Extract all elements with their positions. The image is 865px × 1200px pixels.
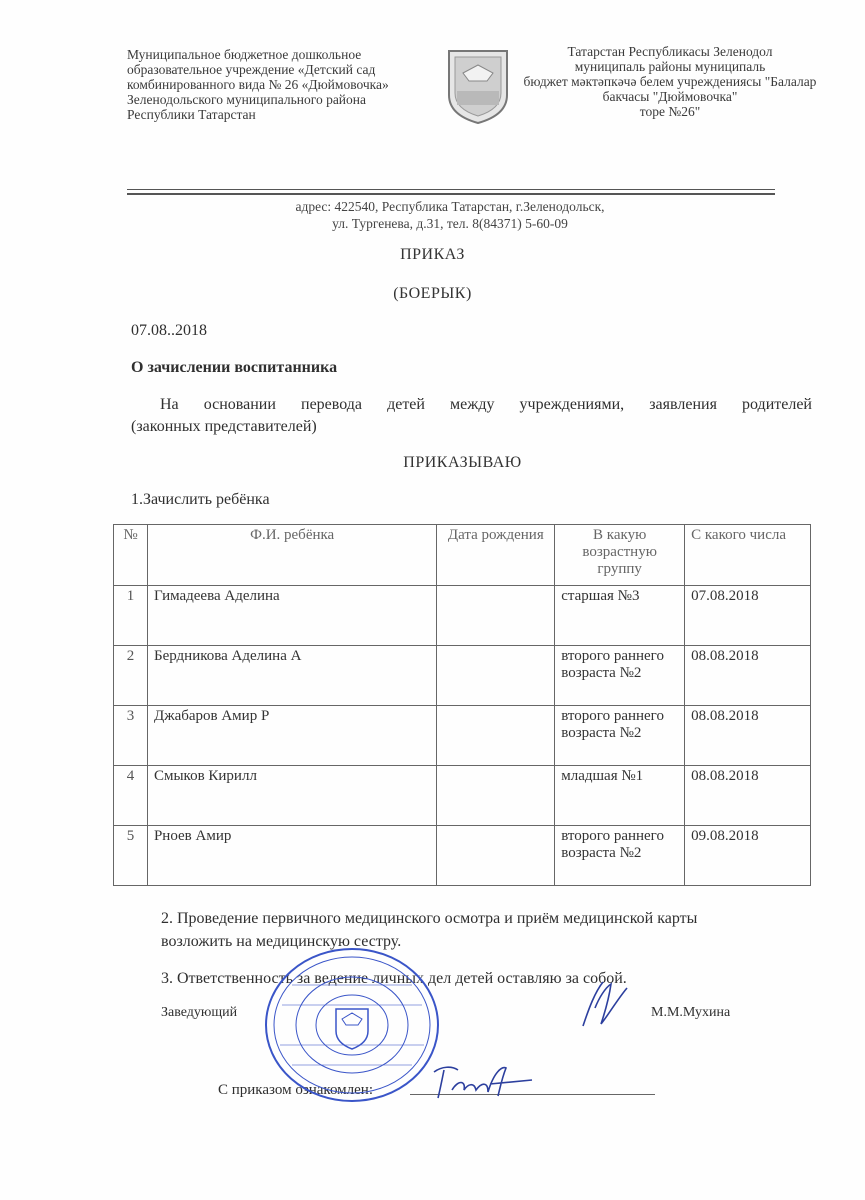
order-word: ПРИКАЗЫВАЮ	[403, 454, 522, 471]
header-left-line: Зеленодольского муниципального района	[127, 92, 366, 107]
basis-text: На основании перевода детей между учреждениями, заявления родителей	[160, 396, 812, 413]
cell-from: 08.08.2018	[685, 706, 811, 766]
cell-name: Рноев Амир	[147, 826, 436, 886]
address-line-1: адрес: 422540, Республика Татарстан, г.Зеленодольск,	[295, 199, 605, 214]
item-3: 3. Ответственность за ведение личных дел детей оставляю за собой.	[161, 970, 627, 987]
table-row	[114, 826, 811, 886]
item-2-cont: возложить на медицинскую сестру.	[161, 933, 402, 950]
basis-text-cont: (законных представителей)	[131, 418, 317, 435]
col-header-name: Ф.И. ребёнка	[147, 525, 436, 586]
cell-from: 08.08.2018	[685, 766, 811, 826]
cell-name: Джабаров Амир Р	[147, 706, 436, 766]
header-left-line: комбинированного вида № 26 «Дюймовочка»	[127, 77, 389, 92]
acquainted-signature	[428, 1062, 538, 1102]
col-header-number: №	[114, 525, 148, 586]
header-right-line: бакчасы "Дюймовочка"	[602, 89, 738, 104]
cell-dob	[437, 766, 555, 826]
address-line-2: ул. Тургенева, д.31, тел. 8(84371) 5-60-09	[332, 216, 568, 231]
acquainted-label: С приказом ознакомлен:	[218, 1082, 374, 1098]
header-right-line: Татарстан Республикасы Зеленодол	[567, 44, 773, 59]
table-row	[114, 766, 811, 826]
cell-from: 08.08.2018	[685, 646, 811, 706]
table-row	[114, 586, 811, 646]
children-table	[113, 524, 811, 886]
table-row	[114, 646, 811, 706]
col-header-dob: Дата рождения	[437, 525, 555, 586]
cell-group: второго раннего возраста №2	[555, 706, 685, 766]
header-right-line: торе №26"	[639, 104, 701, 119]
cell-number: 4	[114, 766, 148, 826]
cell-number: 3	[114, 706, 148, 766]
header-left-line: Муниципальное бюджетное дошкольное	[127, 47, 362, 62]
document-title: ПРИКАЗ	[400, 246, 465, 263]
signatory-name: М.М.Мухина	[651, 1005, 731, 1020]
cell-number: 1	[114, 586, 148, 646]
header-right-line: бюджет мәктәпкәчә белем учреждениясы "Балалар	[523, 74, 817, 89]
head-signature	[575, 978, 635, 1033]
table-header-row	[114, 525, 811, 586]
col-header-group: В какую возрастную группу	[555, 525, 685, 586]
cell-dob	[437, 706, 555, 766]
signatory-role: Заведующий	[161, 1005, 238, 1020]
cell-name: Смыков Кирилл	[147, 766, 436, 826]
table-row	[114, 706, 811, 766]
document-subject: О зачислении воспитанника	[131, 359, 338, 376]
cell-group: второго раннего возраста №2	[555, 646, 685, 706]
item-2: 2. Проведение первичного медицинского осмотра и приём медицинской карты	[161, 910, 698, 927]
cell-from: 07.08.2018	[685, 586, 811, 646]
document-subtitle: (БОЕРЫК)	[393, 285, 472, 302]
cell-name: Гимадеева Аделина	[147, 586, 436, 646]
cell-dob	[437, 826, 555, 886]
header-left-org-name	[127, 47, 427, 122]
cell-group: младшая №1	[555, 766, 685, 826]
col-header-from: С какого числа	[685, 525, 811, 586]
cell-number: 5	[114, 826, 148, 886]
item-1: 1.Зачислить ребёнка	[131, 491, 270, 508]
round-stamp	[262, 945, 442, 1105]
document-date: 07.08..2018	[131, 322, 207, 339]
header-left-line: Республики Татарстан	[127, 107, 256, 122]
header-right-line: муниципаль районы муниципаль	[574, 59, 766, 74]
cell-group: второго раннего возраста №2	[555, 826, 685, 886]
cell-dob	[437, 646, 555, 706]
cell-group: старшая №3	[555, 586, 685, 646]
cell-from: 09.08.2018	[685, 826, 811, 886]
header-divider	[127, 189, 775, 190]
header-left-line: образовательное учреждение «Детский сад	[127, 62, 376, 77]
cell-name: Бердникова Аделина А	[147, 646, 436, 706]
header-right-org-name	[500, 44, 840, 119]
cell-number: 2	[114, 646, 148, 706]
cell-dob	[437, 586, 555, 646]
header-divider-thick	[127, 193, 775, 195]
